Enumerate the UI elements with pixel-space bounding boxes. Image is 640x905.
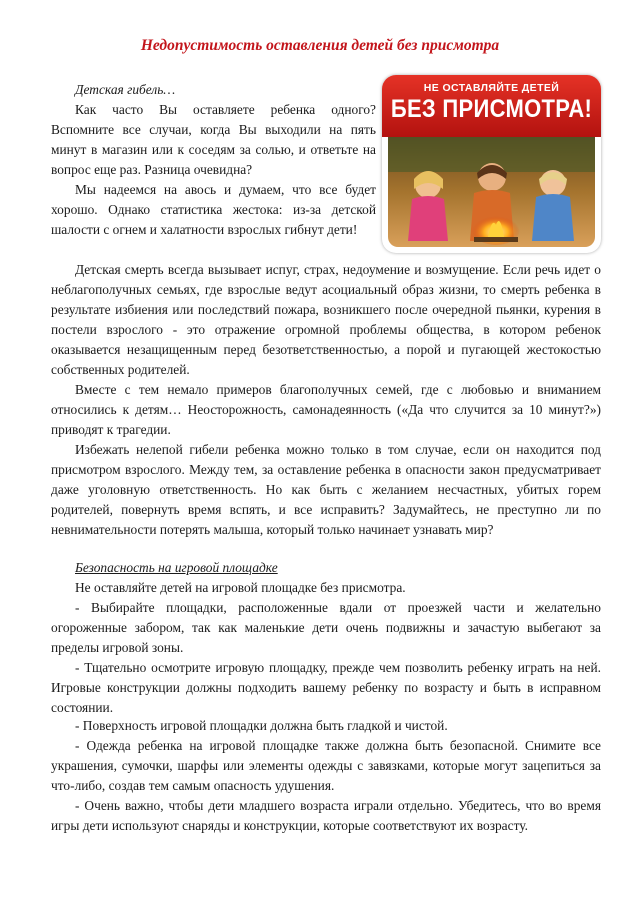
poster-banner [382,75,601,137]
children-campfire-photo [388,137,595,247]
poster-line1: НЕ ОСТАВЛЯЙТЕ ДЕТЕЙ [423,82,560,94]
paragraph: Мы надеемся на авось и думаем, что все будет хорошо. Однако статистика жестока: из-за детской шалости с огнем и халатности взрослых гибнут дети! [51,182,376,238]
list-item: - Поверхность игровой площадки должна быть гладкой и чистой. [75,718,448,733]
list-item: - Выбирайте площадки, расположенные вдали от проезжей части и желательно огороженные забором, так как маленькие дети очень подвижны и зачастую выбегают за пределы игровой зоны. [51,600,601,656]
paragraph: Не оставляйте детей на игровой площадке без присмотра. [75,580,406,595]
list-item: - Тщательно осмотрите игровую площадку, прежде чем позволить ребенку играть на ней. Игровые конструкции должны подходить вашему ребенку по возрасту и быть в исправном состоянии. [51,660,601,716]
section-heading-child-death: Детская гибель… [75,82,176,97]
list-item: - Одежда ребенка на игровой площадке также должна быть безопасной. Снимите все украшения, сумочки, шарфы или элементы одежды с завязками, которые могут зацепиться за что-либо, создав тем самым опасность удушения. [51,738,601,794]
poster-line2: БЕЗ ПРИСМОТРА! [390,94,593,123]
paragraph: Как часто Вы оставляете ребенка одного? Вспомните все случаи, когда Вы выходили на пять минут в магазин или к соседям за солью, и ответьте на вопрос еще раз. Разница очевидна? [51,102,376,178]
paragraph: Вместе с тем немало примеров благополучных семей, где с любовью и вниманием относились к детям… Неосторожность, самонадеянность («Да что случится за 10 минут?») приводят к трагедии. [51,382,601,438]
paragraph: Детская смерть всегда вызывает испуг, страх, недоумение и возмущение. Если речь идет о неблагополучных семьях, где взрослые ведут асоциальный образ жизни, то смерть ребенка в результате избиения или последствий пожара, возникшего после очередной пьянки, курения в постели взрослого - это отражение огромной проблемы общества, в котором ребенок оказывается незащищенным перед безответственностью, а порой и пугающей жестокостью собственных родителей. [51,262,601,378]
poster-image [382,75,601,253]
paragraph: Избежать нелепой гибели ребенка можно только в том случае, если он находится под присмотром взрослого. Между тем, за оставление ребенка в опасности закон предусматривает даже уголовную ответственность. Но как быть с желанием несчастных, убитых горем родителей, повернуть время вспять, и все исправить? Задумайтесь, не преступно ли по невнимательности потерять малыша, который только начинает узнавать мир? [51,442,601,538]
list-item: - Очень важно, чтобы дети младшего возраста играли отдельно. Убедитесь, что во время игры дети используют снаряды и конструкции, которые соответствуют их возрасту. [51,798,601,834]
page-title: Недопустимость оставления детей без присмотра [140,37,500,54]
section-heading-playground: Безопасность на игровой площадке [75,560,278,575]
